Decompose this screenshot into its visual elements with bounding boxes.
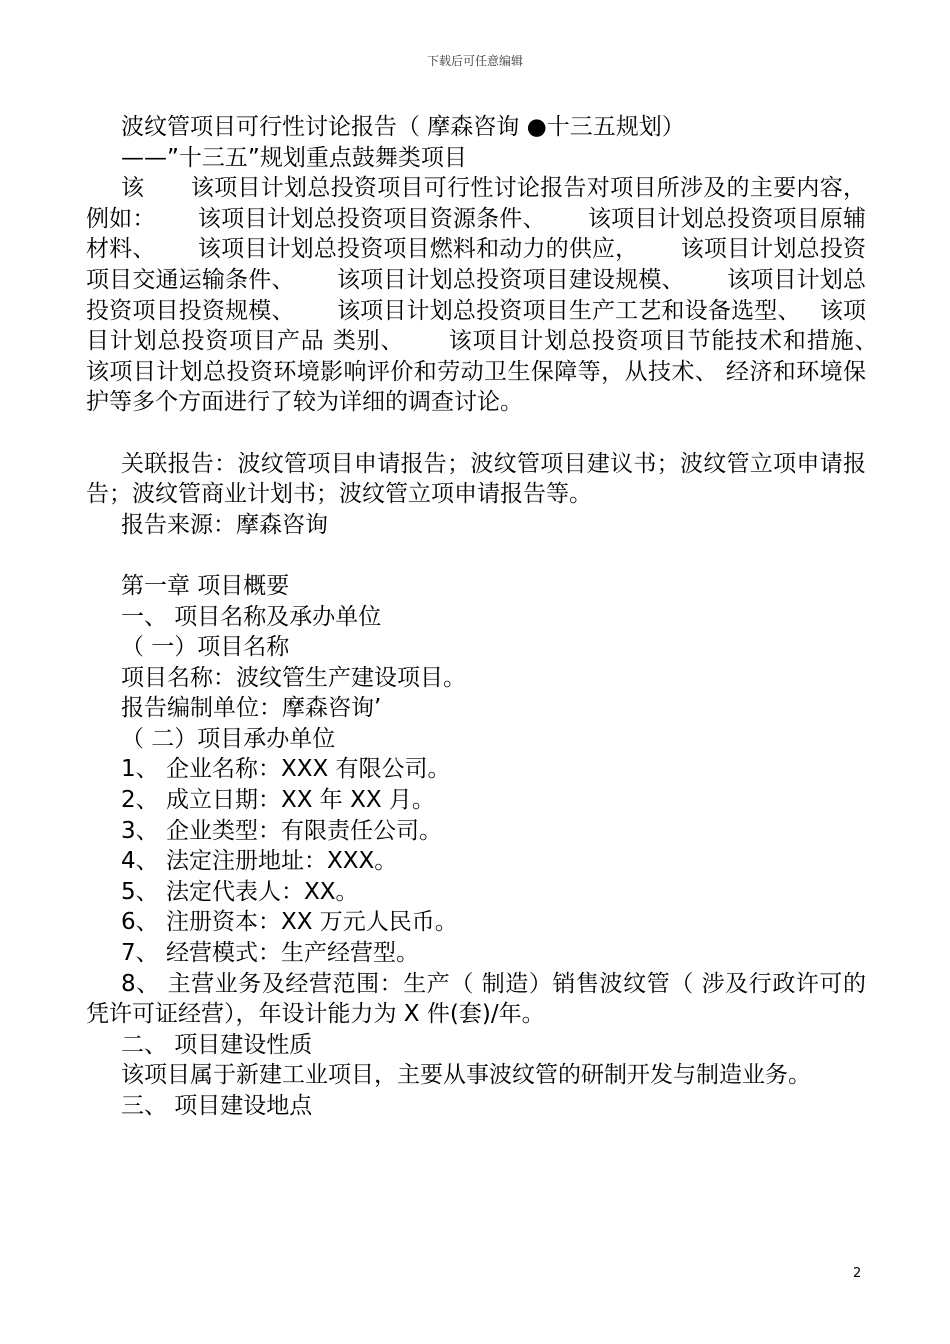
list-item: 3、 企业类型：有限责任公司。 xyxy=(121,817,442,844)
compiler-line: 报告编制单位：摩森咨询’ xyxy=(121,695,382,722)
list-item: 1、 企业名称：XXX 有限公司。 xyxy=(121,756,451,783)
document-title: 波纹管项目可行性讨论报告（ 摩森咨询 ●十三五规划） xyxy=(121,114,685,140)
chapter-heading: 第一章 项目概要 xyxy=(121,572,290,599)
page-number: 2 xyxy=(853,1266,862,1281)
list-item: 6、 注册资本：XX 万元人民币。 xyxy=(121,909,458,936)
document-subtitle: ——”十三五”规划重点鼓舞类项目 xyxy=(121,144,467,171)
list-item: 7、 经营模式：生产经营型。 xyxy=(121,940,419,967)
list-item: 4、 法定注册地址：XXX。 xyxy=(121,848,398,875)
section-heading-1: 一、 项目名称及承办单位 xyxy=(121,603,382,630)
list-item: 2、 成立日期：XX 年 XX 月。 xyxy=(121,787,435,814)
section-heading-3: 三、 项目建设地点 xyxy=(121,1093,313,1119)
nature-line: 该项目属于新建工业项目，主要从事波纹管的研制开发与制造业务。 xyxy=(121,1062,811,1089)
intro-paragraph: 该 该项目计划总投资项目可行性讨论报告对项目所涉及的主要内容，例如： 该项目计划总投资项目资源条件、 该项目计划总投资项目原辅材料、 该项目计划总投资项目燃料和动力的供应， 该项目计划总投资项目交通运输条件、 该项目计划总投资项目建设规模、 该项目计划总投资项目投资规模、 该项目计划总投资项目生产工艺和设备选型、 该项目计划总投资项目产品 类别、 该项目计划总投资项目节能技术和措施、 该项目计划总投资环境影响评价和劳动卫生保障等，从技术、 经济和环境保护等多个方面进行了较为详细的调查讨论。 xyxy=(86,175,920,416)
list-item: 8、 主营业务及经营范围：生产（ 制造）销售波纹管（ 涉及行政许可的凭许可证经营），年设计能力为 X 件(套)/年。 xyxy=(86,970,866,1028)
subsection-heading-1: （ 一）项目名称 xyxy=(121,634,290,661)
subsection-heading-2: （ 二）项目承办单位 xyxy=(121,725,336,752)
page-header: 下载后可任意编辑 xyxy=(426,54,523,68)
section-heading-2: 二、 项目建设性质 xyxy=(121,1031,313,1058)
report-source: 报告来源：摩森咨询 xyxy=(121,511,328,538)
project-name-line: 项目名称：波纹管生产建设项目。 xyxy=(121,664,466,691)
related-reports: 关联报告：波纹管项目申请报告；波纹管项目建议书；波纹管立项申请报告；波纹管商业计划书；波纹管立项申请报告等。 xyxy=(86,450,866,508)
list-item: 5、 法定代表人：XX。 xyxy=(121,878,359,905)
document-body xyxy=(86,112,920,1122)
